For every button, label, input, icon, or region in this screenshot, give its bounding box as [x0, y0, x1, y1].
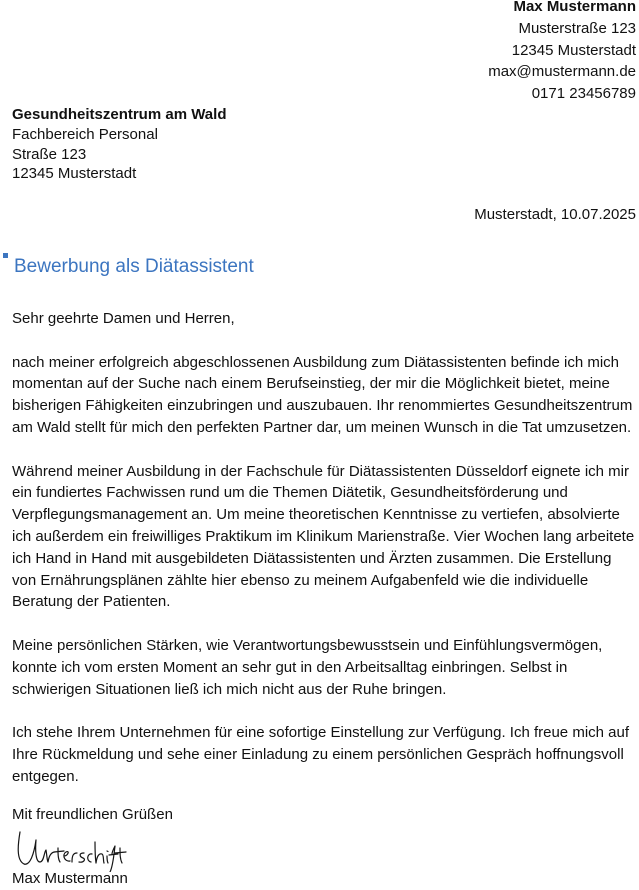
signer-name: Max Mustermann [12, 870, 128, 887]
subject-text: Bewerbung als Diätassistent [14, 256, 254, 277]
sender-phone: 0171 23456789 [531, 85, 636, 103]
recipient-city: 12345 Musterstadt [12, 165, 137, 183]
closing: Mit freundlichen Grüßen [12, 806, 173, 823]
letter-body [12, 308, 638, 809]
sender-city: 12345 Musterstadt [511, 41, 636, 59]
signature [14, 826, 136, 872]
paragraph-4: Ich stehe Ihrem Unternehmen für eine sofortige Einstellung zur Verfügung. Ich freue mich auf Ihre Rückmeldung und sehe einer Einladung zu einem persönlichen Gespräch hoffnungsvoll entgegen. [12, 724, 630, 785]
salutation: Sehr geehrte Damen und Herren, [12, 310, 235, 327]
sender-email: max@mustermann.de [488, 63, 636, 81]
recipient-department: Fachbereich Personal [12, 125, 158, 143]
paragraph-3: Meine persönlichen Stärken, wie Verantwortungsbewusstsein und Einfühlungsvermögen, konnte ich vom ersten Moment an sehr gut in den Arbeitsalltag einbringen. Selbst in schwierigen Situationen ließ ich mich nicht aus der Ruhe bringen. [12, 636, 603, 698]
recipient-street: Straße 123 [12, 145, 87, 163]
heading-marker [3, 253, 8, 258]
recipient-address [12, 105, 226, 184]
paragraph-1: nach meiner erfolgreich abgeschlossenen Ausbildung zum Diätassistenten befinde ich mich momentan auf der Suche nach einem Berufseinstieg, der mir die Möglichkeit bietet, meine bisherigen Fähigkeiten einzubringen und auszubauen. Ihr renommiertes Gesundheitszentrum am Wald stellt für mich den perfekten Partner dar, um meinen Wunsch in die Tat umzusetzen. [12, 353, 633, 436]
sender-name: Max Mustermann [513, 0, 636, 15]
sender-street: Musterstraße 123 [518, 19, 636, 37]
sender-address [488, 0, 636, 105]
recipient-organization: Gesundheitszentrum am Wald [12, 106, 227, 123]
subject-heading [3, 253, 254, 280]
letter-date: Musterstadt, 10.07.2025 [474, 206, 636, 223]
paragraph-2: Während meiner Ausbildung in der Fachschule für Diätassistenten Düsseldorf eignete ich mir ein fundiertes Fachwissen rund um die Themen Diätetik, Gesundheitsförderung und Verpflegungsmanagement an. Um meine theoretischen Kenntnisse zu vertiefen, absolvierte ich außerdem ein freiwilliges Praktikum im Klinikum Marienstraße. Vier Wochen lang arbeitete ich Hand in Hand mit ausgebildeten Diätassistenten und Ärzten zusammen. Die Erstellung von Ernährungsplänen zählte hier ebenso zu meinem Aufgabenfeld wie die individuelle Beratung der Patienten. [12, 462, 635, 611]
